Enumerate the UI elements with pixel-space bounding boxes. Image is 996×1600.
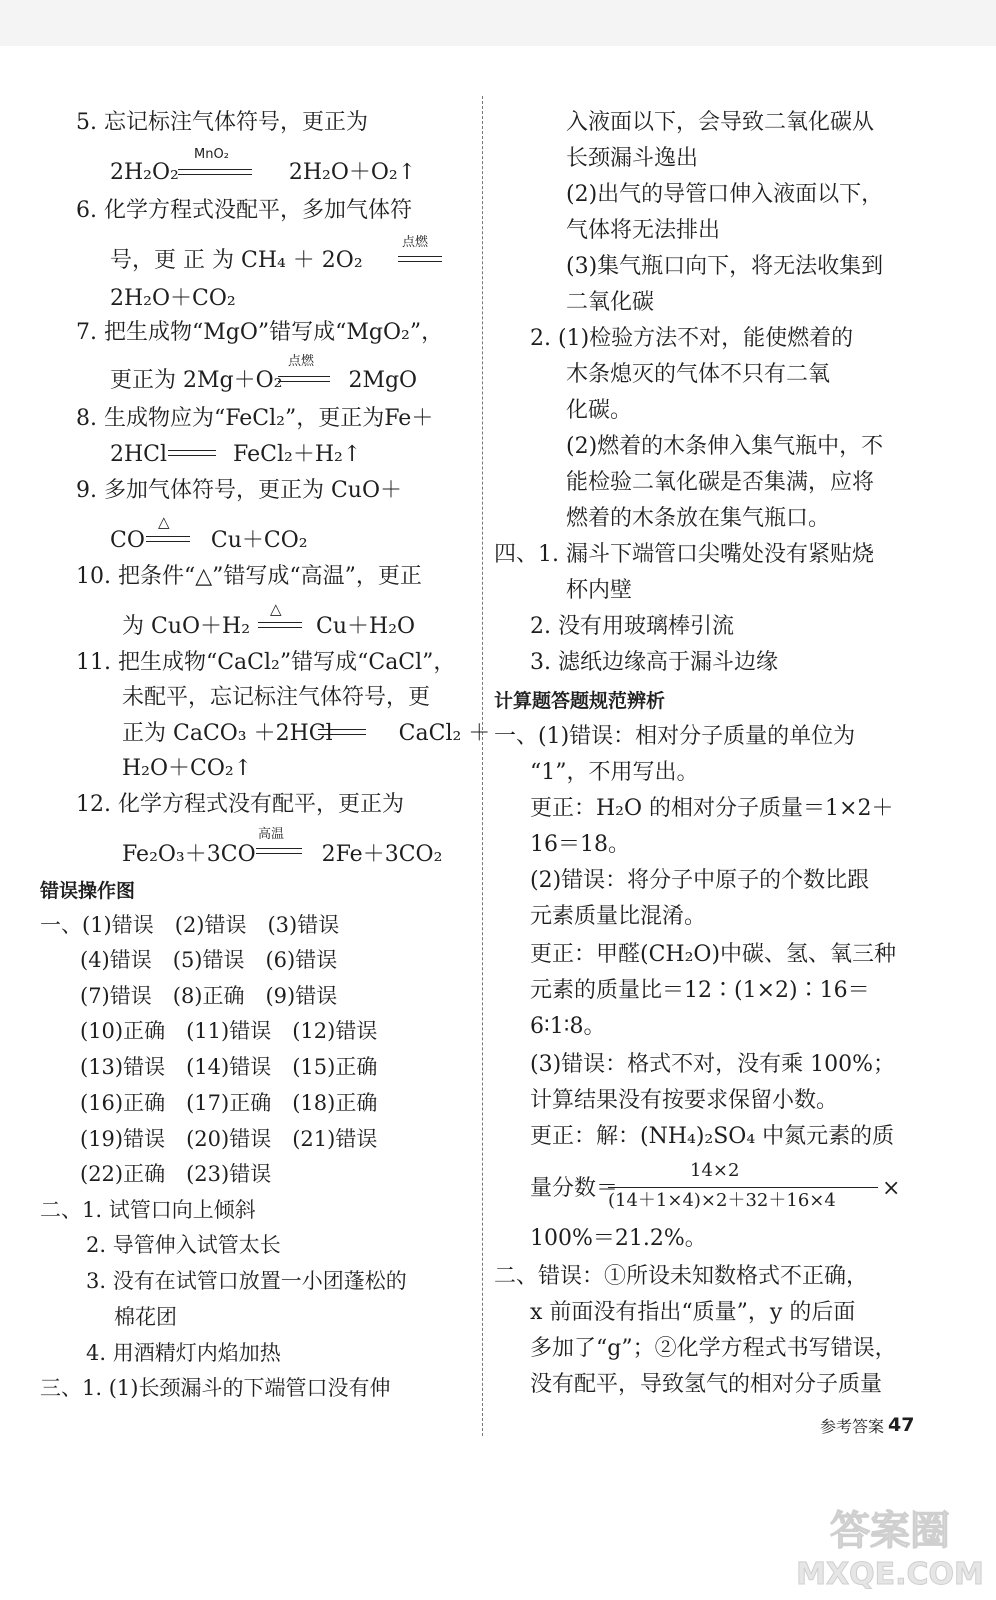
ops-row: (22)正确 (23)错误 (80, 1162, 272, 1186)
text-line: 木条熄灭的气体不只有二氧 (566, 362, 831, 387)
item-7-line1: 7. 把生成物“MgO”错写成“MgO₂”， (76, 320, 444, 345)
text-line: 长颈漏斗逸出 (566, 146, 699, 171)
ops-row: (4)错误 (5)错误 (6)错误 (80, 948, 338, 972)
item-10-line1: 10. 把条件“△”错写成“高温”，更正 (76, 564, 422, 589)
page-number: 47 (888, 1414, 915, 1436)
item-6-line3: 2H₂O＋CO₂ (110, 286, 236, 311)
item-5-line1: 5. 忘记标注气体符号，更正为 (76, 110, 368, 135)
item-11-line3: 正为 CaCO₃ ＋2HCl CaCl₂ ＋ (122, 721, 491, 746)
item-5-condition: MnO₂ (194, 147, 229, 162)
section-two-item-3: 3. 没有在试管口放置一小团蓬松的 (86, 1269, 407, 1293)
section-two-item-1: 二、1. 试管口向上倾斜 (40, 1198, 256, 1222)
item-6-line2: 号，更 正 为 CH₄ ＋ 2O₂ (110, 248, 363, 273)
item-7-condition: 点燃 (288, 354, 315, 369)
item-6-condition: 点燃 (402, 235, 429, 250)
top-margin-strip (0, 0, 996, 46)
text-line: 更正：甲醛(CH₂O)中碳、氢、氧三种 (530, 942, 897, 967)
fraction-denominator: (14＋1×4)×2＋32＋16×4 (608, 1190, 836, 1211)
fraction-suffix: × (882, 1176, 901, 1201)
text-line: 2. (1)检验方法不对，能使燃着的 (530, 326, 854, 351)
item-12-line2: Fe₂O₃＋3CO 2Fe＋3CO₂ (122, 842, 443, 867)
item-9-line1: 9. 多加气体符号，更正为 CuO＋ (76, 478, 403, 503)
section-two-item-4: 4. 用酒精灯内焰加热 (86, 1341, 281, 1365)
item-11-line4: H₂O＋CO₂↑ (122, 756, 253, 781)
item-12-line1: 12. 化学方程式没有配平，更正为 (76, 792, 404, 817)
text-line: 一、(1)错误：相对分子质量的单位为 (494, 724, 856, 749)
text-line: 能检验二氧化碳是否集满，应将 (566, 470, 875, 495)
ops-row: (19)错误 (20)错误 (21)错误 (80, 1127, 378, 1151)
item-10-condition: △ (270, 600, 282, 618)
text-line: 没有配平，导致氢气的相对分子质量 (530, 1372, 883, 1397)
text-line: “1”，不用写出。 (530, 760, 699, 785)
svg-text:答案圈: 答案圈 (830, 1508, 950, 1554)
item-12-condition: 高温 (258, 827, 285, 842)
text-line: 气体将无法排出 (566, 218, 721, 243)
fraction-numerator: 14×2 (690, 1160, 740, 1181)
text-line: 化碳。 (566, 398, 633, 423)
text-line: 元素质量比混淆。 (530, 904, 707, 929)
item-6-equation-sign (398, 256, 442, 262)
ops-row: (10)正确 (11)错误 (12)错误 (80, 1019, 378, 1043)
ops-row: (7)错误 (8)正确 (9)错误 (80, 984, 338, 1008)
fraction-prefix: 量分数＝ (530, 1176, 619, 1201)
text-line: (2)出气的导管口伸入液面以下， (566, 182, 884, 207)
text-line: 100%＝21.2%。 (530, 1226, 707, 1251)
text-line: 6∶1∶8。 (530, 1014, 606, 1039)
item-7-line2: 更正为 2Mg＋O₂ 2MgO (110, 368, 418, 393)
item-8-line2: 2HCl FeCl₂＋H₂↑ (110, 442, 362, 467)
text-line: 更正：解：(NH₄)₂SO₄ 中氮元素的质 (530, 1124, 895, 1149)
item-5-equation: 2H₂O₂ 2H₂O＋O₂↑ (110, 160, 417, 185)
item-11-line2: 未配平，忘记标注气体符号，更 (122, 685, 431, 710)
svg-text:MXQE.COM: MXQE.COM (796, 1557, 984, 1592)
item-9-line2: CO Cu＋CO₂ (110, 528, 308, 553)
text-line: 二、错误：①所设未知数格式不正确， (494, 1264, 869, 1289)
ops-row: 一、(1)错误 (2)错误 (3)错误 (40, 913, 340, 937)
text-line: (3)集气瓶口向下，将无法收集到 (566, 254, 884, 279)
ops-row: (16)正确 (17)正确 (18)正确 (80, 1091, 378, 1115)
text-line: 二氧化碳 (566, 290, 655, 315)
text-line: 杯内壁 (566, 578, 633, 603)
section-heading-wrong-operations: 错误操作图 (40, 880, 136, 902)
text-line: (2)燃着的木条伸入集气瓶中，不 (566, 434, 884, 459)
text-line: 16＝18。 (530, 832, 630, 857)
text-line: 更正：H₂O 的相对分子质量＝1×2＋ (530, 796, 894, 821)
item-8-line1: 8. 生成物应为“FeCl₂”，更正为Fe＋ (76, 406, 434, 431)
footer-label: 参考答案 (820, 1417, 885, 1436)
text-line: 计算结果没有按要求保留小数。 (530, 1088, 839, 1113)
text-line: x 前面没有指出“质量”，y 的后面 (530, 1300, 856, 1325)
text-line: (2)错误：将分子中原子的个数比跟 (530, 868, 870, 893)
text-line: 3. 滤纸边缘高于漏斗边缘 (530, 650, 778, 675)
fraction-bar (608, 1187, 878, 1188)
item-6-line1: 6. 化学方程式没配平，多加气体符 (76, 198, 412, 223)
item-11-line1: 11. 把生成物“CaCl₂”错写成“CaCl”， (76, 650, 456, 675)
text-line: 元素的质量比＝12∶(1×2)∶16＝ (530, 978, 870, 1003)
item-10-line2: 为 CuO＋H₂ Cu＋H₂O (122, 614, 416, 639)
text-line: 入液面以下，会导致二氧化碳从 (566, 110, 875, 135)
text-line: (3)错误：格式不对，没有乘 100%； (530, 1052, 896, 1077)
item-9-condition: △ (158, 513, 170, 531)
section-two-item-3-cont: 棉花团 (114, 1305, 177, 1329)
text-line: 2. 没有用玻璃棒引流 (530, 614, 734, 639)
text-line: 燃着的木条放在集气瓶口。 (566, 506, 831, 531)
ops-row: (13)错误 (14)错误 (15)正确 (80, 1055, 378, 1079)
section-two-item-2: 2. 导管伸入试管太长 (86, 1233, 281, 1257)
column-divider (482, 96, 483, 1436)
text-line: 四、1. 漏斗下端管口尖嘴处没有紧贴烧 (494, 542, 874, 567)
section-heading-calculation: 计算题答题规范辨析 (494, 690, 666, 712)
watermark-logo (790, 1500, 990, 1595)
section-three-item-1: 三、1. (1)长颈漏斗的下端管口没有伸 (40, 1376, 391, 1400)
text-line: 多加了“g”；②化学方程式书写错误， (530, 1336, 897, 1361)
